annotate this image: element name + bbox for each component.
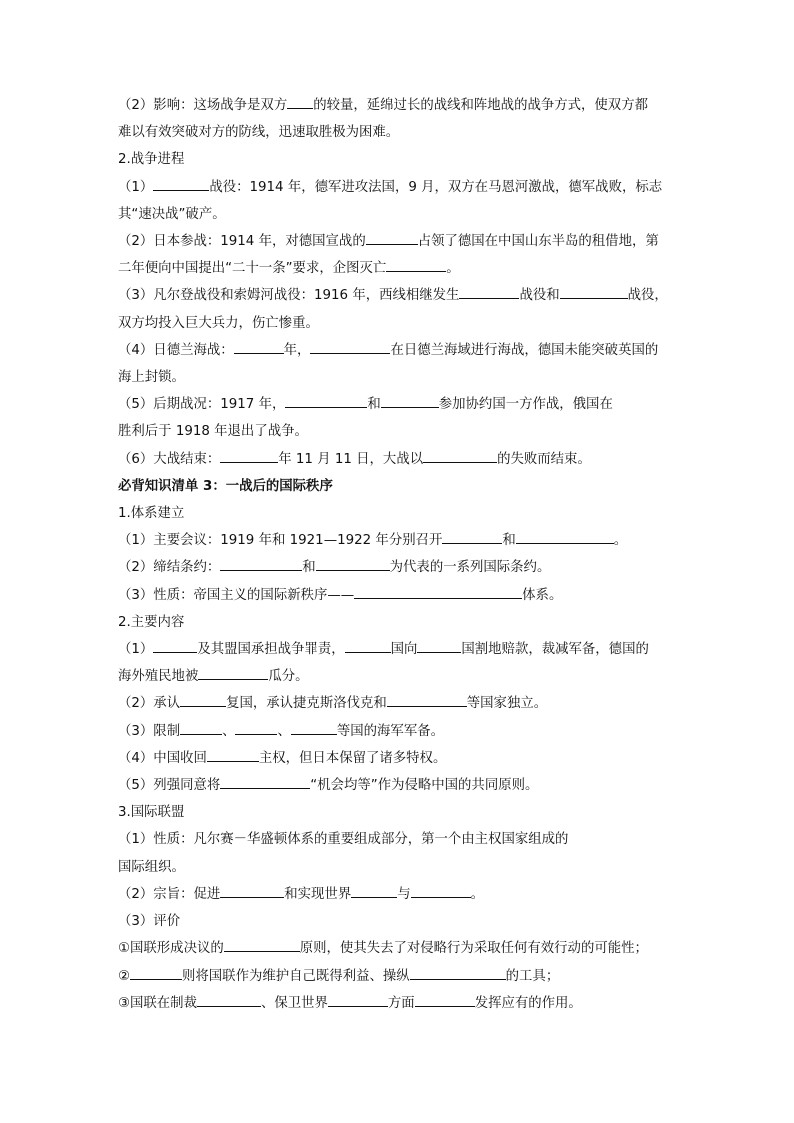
- document-page: [118, 92, 680, 1017]
- text-line: ② 则将国联作为维护自己既得利益、操纵 的工具；: [118, 963, 680, 990]
- section-heading: 2.主要内容: [118, 614, 185, 630]
- fill-blank[interactable]: [316, 556, 390, 571]
- text-line: （3）性质：帝国主义的国际新秩序—— 体系。: [118, 582, 680, 609]
- fill-blank[interactable]: [328, 992, 388, 1007]
- fill-blank[interactable]: [381, 393, 439, 408]
- fill-blank[interactable]: [415, 992, 475, 1007]
- fill-blank[interactable]: [366, 230, 418, 245]
- text-line: 二年便向中国提出“二十一条”要求，企图灭亡 。: [118, 255, 680, 282]
- text-line: ①国联形成决议的 原则，使其失去了对侵略行为采取任何有效行动的可能性；: [118, 935, 680, 962]
- fill-blank[interactable]: [220, 883, 284, 898]
- fill-blank[interactable]: [287, 94, 313, 109]
- section-heading: 2.战争进程: [118, 152, 185, 168]
- fill-blank[interactable]: [351, 883, 397, 898]
- text-line: 其“速决战”破产。: [118, 206, 226, 222]
- text-line: （1） 战役：1914 年，德军进攻法国，9 月，双方在马恩河激战，德军战败，标志: [118, 174, 680, 201]
- text-line: 难以有效突破对方的防线，迅速取胜极为困难。: [118, 125, 400, 141]
- fill-blank[interactable]: [180, 720, 222, 735]
- fill-blank[interactable]: [220, 774, 310, 789]
- text-line: （3）评价: [118, 914, 181, 930]
- fill-blank[interactable]: [417, 638, 461, 653]
- fill-blank[interactable]: [234, 339, 284, 354]
- text-line: （6）大战结束： 年 11 月 11 日，大战以 的失败而结束。: [118, 446, 680, 473]
- fill-blank[interactable]: [198, 665, 268, 680]
- text-line: （1）主要会议：1919 年和 1921—1922 年分别召开 和 。: [118, 527, 680, 554]
- fill-blank[interactable]: [207, 747, 259, 762]
- fill-blank[interactable]: [354, 584, 522, 599]
- text-line: （4）日德兰海战： 年， 在日德兰海域进行海战，德国未能突破英国的: [118, 337, 680, 364]
- text-line: （2）承认 复国，承认捷克斯洛伐克和 等国家独立。: [118, 690, 680, 717]
- section-heading: 3.国际联盟: [118, 805, 185, 821]
- text-line: ③国联在制裁 、保卫世界 方面 发挥应有的作用。: [118, 990, 680, 1017]
- text-line: （2）日本参战：1914 年，对德国宣战的 占领了德国在中国山东半岛的租借地，第: [118, 228, 680, 255]
- fill-blank[interactable]: [220, 556, 302, 571]
- fill-blank[interactable]: [220, 448, 278, 463]
- text-line: （1）性质：凡尔赛－华盛顿体系的重要组成部分，第一个由主权国家组成的: [118, 832, 569, 848]
- fill-blank[interactable]: [516, 529, 614, 544]
- fill-blank[interactable]: [410, 965, 506, 980]
- text-line: （1） 及其盟国承担战争罪责， 国向 国割地赔款，裁减军备，德国的: [118, 636, 680, 663]
- fill-blank[interactable]: [130, 965, 182, 980]
- section-heading: 1.体系建立: [118, 506, 185, 522]
- text-line: （3）限制 、 、 等国的海军军备。: [118, 718, 680, 745]
- fill-blank[interactable]: [560, 284, 628, 299]
- text-line: （5）后期战况：1917 年， 和 参加协约国一方作战，俄国在: [118, 391, 680, 418]
- text-line: 海上封锁。: [118, 370, 185, 386]
- fill-blank[interactable]: [423, 448, 497, 463]
- text-line: （3）凡尔登战役和索姆河战役：1916 年，西线相继发生 战役和 战役，: [118, 282, 680, 309]
- fill-blank[interactable]: [153, 638, 197, 653]
- section-title: 必背知识清单 3：一战后的国际秩序: [118, 478, 333, 494]
- fill-blank[interactable]: [386, 257, 446, 272]
- fill-blank[interactable]: [291, 720, 337, 735]
- fill-blank[interactable]: [224, 937, 300, 952]
- fill-blank[interactable]: [459, 284, 519, 299]
- fill-blank[interactable]: [310, 339, 390, 354]
- text-line: （4）中国收回 主权，但日本保留了诸多特权。: [118, 745, 680, 772]
- fill-blank[interactable]: [411, 883, 471, 898]
- text-line: 胜利后于 1918 年退出了战争。: [118, 424, 308, 440]
- text-line: （2）影响：这场战争是双方 的较量，延绵过长的战线和阵地战的战争方式，使双方都: [118, 92, 680, 119]
- text-line: 国际组织。: [118, 859, 185, 875]
- text-line: 双方均投入巨大兵力，伤亡惨重。: [118, 315, 319, 331]
- fill-blank[interactable]: [235, 720, 277, 735]
- fill-blank[interactable]: [180, 692, 226, 707]
- text-line: 海外殖民地被 瓜分。: [118, 663, 680, 690]
- fill-blank[interactable]: [153, 176, 209, 191]
- fill-blank[interactable]: [387, 692, 467, 707]
- text-line: （2）缔结条约： 和 为代表的一系列国际条约。: [118, 554, 680, 581]
- fill-blank[interactable]: [285, 393, 367, 408]
- fill-blank[interactable]: [345, 638, 391, 653]
- text-line: （2）宗旨：促进 和实现世界 与 。: [118, 881, 680, 908]
- text-line: （5）列强同意将 “机会均等”作为侵略中国的共同原则。: [118, 772, 680, 799]
- fill-blank[interactable]: [197, 992, 261, 1007]
- fill-blank[interactable]: [442, 529, 502, 544]
